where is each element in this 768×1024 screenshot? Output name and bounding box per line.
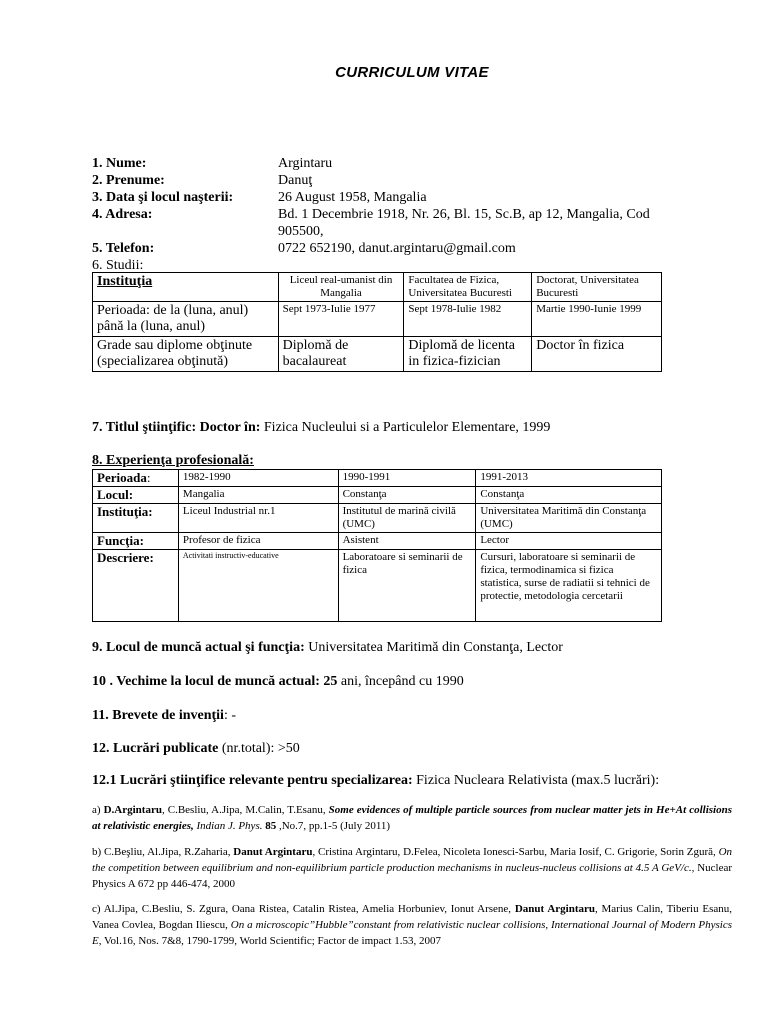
ref-title: On a microscopic”Hubble”constant from relativistic nuclear collisions, International Journal of Modern Physics E (92, 919, 732, 947)
ref-author-highlight: Danut Argintaru (233, 846, 313, 858)
nastere-value: 26 August 1958, Mangalia (278, 190, 427, 205)
ref-author-highlight: D.Argintaru (103, 804, 162, 816)
reference-a (92, 802, 732, 834)
row-label-perioada: Perioada (97, 470, 147, 485)
lucrari-value: (nr.total): >50 (221, 741, 300, 756)
ref-authors: Al.Jipa, C.Besliu, S. Zgura, Oana Ristea, Catalin Ristea, Amelia Horbuniev, Ionut Arsene, (103, 903, 515, 915)
cell: Institutul de marină civilă (UMC) (338, 504, 476, 533)
vechime (92, 674, 732, 690)
cell: Liceul Industrial nr.1 (178, 504, 338, 533)
vechime-label: 10 . Vechime la locul de muncă actual: (92, 674, 320, 689)
ref-title: Some evidences of multiple particle sources from nuclear matter jets in He+At collisions at relativistic energies, (92, 804, 732, 832)
table-row (93, 470, 662, 487)
vechime-years: 25 (323, 674, 338, 689)
vechime-value: ani, începând cu 1990 (340, 674, 464, 689)
cell: Constanţa (476, 487, 662, 504)
ref-title: On the competition between equilibrium and non-equilibrium particle production mechanisms in nucleus-nucleus collisions at 4.5 A GeV/c., (92, 846, 733, 874)
cell: Asistent (338, 533, 476, 550)
titlu-label: 7. Titlul ştiinţific: Doctor în: (92, 420, 261, 435)
telefon-label: 5. Telefon: (92, 241, 155, 256)
cell: Cursuri, laboratoare si seminarii de fizica, termodinamica si fizica statistica, surse de radiatii si tehnici de protectie, metodologia cercetarii (476, 550, 662, 622)
table-row (93, 533, 662, 550)
period-cell: Sept 1978-Iulie 1982 (404, 302, 532, 337)
cell: Constanţa (338, 487, 476, 504)
cell: Mangalia (178, 487, 338, 504)
cell: Profesor de fizica (178, 533, 338, 550)
adresa-value: Bd. 1 Decembrie 1918, Nr. 26, Bl. 15, Sc.B, ap 12, Mangalia, Cod 905500, (278, 207, 650, 239)
experienta-label: 8. Experienţa profesională: (92, 453, 254, 468)
institution-cell: Doctorat, Universitatea Bucuresti (532, 273, 662, 302)
adresa-label: 4. Adresa: (92, 207, 153, 222)
cell: Laboratoare si seminarii de fizica (338, 550, 476, 622)
cell: Universitatea Maritimă din Constanţa (UMC) (476, 504, 662, 533)
institutia-header: Instituţia (97, 274, 153, 289)
brevete (92, 708, 732, 724)
nastere-label: 3. Data şi locul naşterii: (92, 190, 234, 205)
prenume-label: 2. Prenume: (92, 173, 165, 188)
loc-munca-value: Universitatea Maritimă din Constanţa, Lector (308, 640, 563, 655)
lucrari-label: 12. Lucrări publicate (92, 741, 219, 756)
lucrari-publicate (92, 741, 732, 757)
grade-cell: Diplomă de bacalaureat (278, 337, 404, 372)
ref-journal: Indian J. Phys. (196, 820, 263, 832)
cell: 1990-1991 (338, 470, 476, 487)
period-cell: Sept 1973-Iulie 1977 (278, 302, 404, 337)
ref-authors: , C.Besliu, A.Jipa, M.Calin, T.Esanu, (161, 804, 329, 816)
ref-authors: , Marius Calin, Tiberiu Esanu, Vanea Covlea, Bogdan Iliescu, (92, 903, 732, 931)
cell: Activitati instructiv-educative (178, 550, 338, 622)
grade-cell: Doctor în fizica (532, 337, 662, 372)
ref-author-highlight: Danut Argintaru (514, 903, 595, 915)
ref-prefix: c) (92, 903, 101, 915)
prenume-value: Danuţ (278, 173, 313, 188)
table-row (93, 504, 662, 533)
period-label: Perioada: de la (luna, anul) până la (luna, anul) (93, 302, 279, 337)
ref-prefix: a) (92, 804, 101, 816)
ref-authors: C.Beşliu, Al.Jipa, R.Zaharia, (103, 846, 234, 858)
document-title: CURRICULUM VITAE (335, 64, 489, 81)
cell: 1991-2013 (476, 470, 662, 487)
ref-volume: 85 (265, 820, 277, 832)
studii-table (92, 272, 662, 372)
grade-cell: Diplomă de licenta in fizica-fizician (404, 337, 532, 372)
ref-authors: , Cristina Argintaru, D.Felea, Nicoleta Ionesci-Sarbu, Maria Iosif, C. Grigorie, Sorin Zgură, (312, 846, 719, 858)
brevete-value: : - (223, 708, 237, 723)
lucrari-relevante (92, 773, 732, 789)
ref-prefix: b) (92, 846, 102, 858)
row-label-descriere: Descriere: (93, 550, 179, 622)
loc-munca (92, 640, 732, 656)
table-row (93, 273, 662, 302)
nume-value: Argintaru (278, 156, 333, 171)
cell: 1982-1990 (178, 470, 338, 487)
brevete-label: 11. Brevete de invenţii (92, 708, 224, 723)
row-label-locul: Locul: (93, 487, 179, 504)
telefon-value: 0722 652190, danut.argintaru@gmail.com (278, 241, 516, 256)
relevante-value: Fizica Nucleara Relativista (max.5 lucrări): (416, 773, 660, 788)
table-row (93, 302, 662, 337)
perioada-colon: : (146, 470, 151, 485)
table-row (93, 337, 662, 372)
institution-cell: Liceul real-umanist din Mangalia (278, 273, 404, 302)
experienta-heading (92, 453, 732, 469)
titlu-value: Fizica Nucleului si a Particulelor Elementare, 1999 (263, 420, 551, 435)
cell: Lector (476, 533, 662, 550)
institution-cell: Facultatea de Fizica, Universitatea Bucuresti (404, 273, 532, 302)
row-label-functia: Funcţia: (93, 533, 179, 550)
period-cell: Martie 1990-Iunie 1999 (532, 302, 662, 337)
row-label-institutia: Instituţia: (93, 504, 179, 533)
ref-tail: ,No.7, pp.1-5 (July 2011) (278, 820, 391, 832)
ref-tail: Nuclear Physics A 672 pp 446-474, 2000 (92, 862, 733, 890)
ref-tail: , Vol.16, Nos. 7&8, 1790-1799, World Scientific; Factor de impact 1.53, 2007 (98, 935, 441, 947)
titlu-stiintific (92, 420, 732, 436)
relevante-label: 12.1 Lucrări ştiinţifice relevante pentru specializarea: (92, 773, 413, 788)
table-row (93, 550, 662, 622)
reference-c (92, 901, 732, 949)
nume-label: 1. Nume: (92, 156, 147, 171)
reference-b (92, 844, 732, 892)
grade-label: Grade sau diplome obţinute (specializarea obţinută) (93, 337, 279, 372)
studii-label: 6. Studii: (92, 258, 144, 273)
loc-munca-label: 9. Locul de muncă actual şi funcţia: (92, 640, 305, 655)
table-row (93, 487, 662, 504)
experienta-table (92, 469, 662, 622)
